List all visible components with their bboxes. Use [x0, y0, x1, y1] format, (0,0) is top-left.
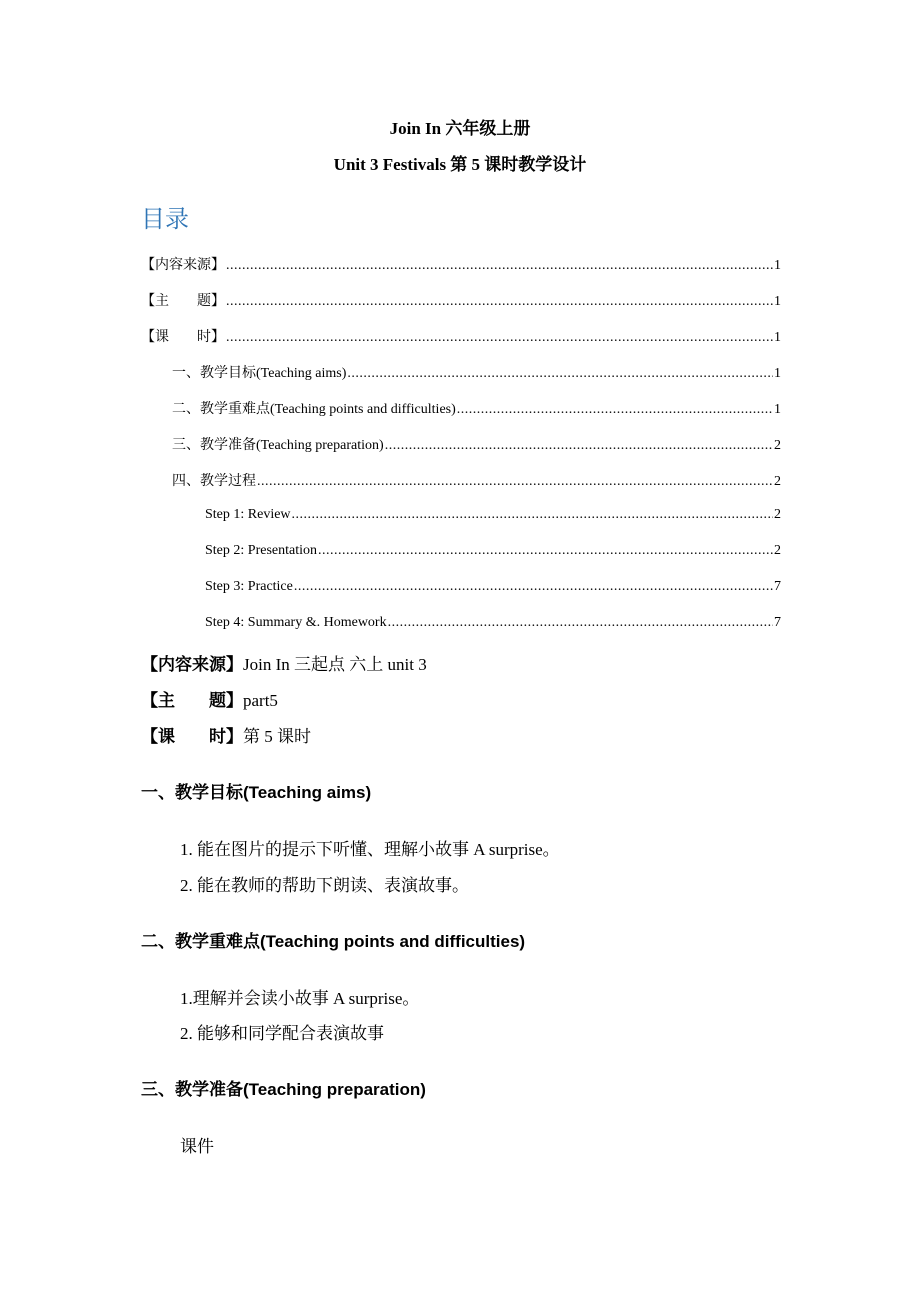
meta-period	[141, 722, 311, 747]
toc-entry-label: 【主 题】	[141, 294, 225, 309]
toc-entry-page: 2	[774, 543, 781, 558]
meta-topic-value: part5	[243, 691, 278, 710]
meta-topic-label: 【主 题】	[141, 691, 243, 710]
toc-entry-page: 2	[774, 474, 781, 489]
section-number: 二、	[141, 932, 175, 952]
toc-entry-aims[interactable]	[172, 362, 781, 382]
section-number: 一、	[141, 783, 175, 803]
meta-period-label: 【课 时】	[141, 727, 243, 746]
aims-item: 1. 能在图片的提示下听懂、理解小故事 A surprise。	[180, 840, 560, 859]
toc-entry-step1[interactable]	[205, 507, 781, 527]
toc-entry-source[interactable]	[141, 254, 781, 274]
toc-entry-label: 三、教学准备(Teaching preparation)	[172, 438, 384, 453]
toc-entry-label: 四、教学过程	[172, 474, 256, 489]
toc-entry-label: Step 3: Practice	[205, 579, 293, 594]
toc-heading: 目录	[141, 205, 189, 233]
toc-entry-label: 【内容来源】	[141, 258, 225, 273]
points-item: 2. 能够和同学配合表演故事	[180, 1024, 384, 1043]
toc-entry-step4[interactable]	[205, 615, 781, 635]
points-item: 1.理解并会读小故事 A surprise。	[180, 989, 420, 1008]
document-title: Join In 六年级上册	[389, 119, 531, 138]
toc-entry-preparation[interactable]	[172, 434, 781, 454]
toc-entry-label: Step 2: Presentation	[205, 543, 317, 558]
toc-entry-page: 2	[774, 507, 781, 522]
toc-entry-page: 1	[774, 402, 781, 417]
toc-entry-step3[interactable]	[205, 579, 781, 599]
aims-item: 2. 能在教师的帮助下朗读、表演故事。	[180, 876, 469, 895]
toc-entry-page: 2	[774, 438, 781, 453]
toc-entry-page: 7	[774, 579, 781, 594]
toc-entry-page: 1	[774, 366, 781, 381]
section-title: 教学准备(Teaching preparation)	[175, 1080, 426, 1099]
section-title: 教学目标(Teaching aims)	[175, 783, 372, 802]
toc-entry-points[interactable]	[172, 398, 781, 418]
preparation-item: 课件	[180, 1137, 214, 1156]
section-heading-aims	[141, 778, 371, 803]
toc-entry-topic[interactable]	[141, 290, 781, 310]
meta-topic	[141, 686, 278, 711]
toc-entry-label: 【课 时】	[141, 330, 225, 345]
section-heading-points	[141, 927, 525, 952]
section-number: 三、	[141, 1080, 175, 1100]
section-title: 教学重难点(Teaching points and difficulties)	[175, 932, 526, 951]
toc-entry-label: 二、教学重难点(Teaching points and difficulties)	[172, 402, 456, 417]
toc-entry-page: 1	[774, 294, 781, 309]
meta-source-value: Join In 三起点 六上 unit 3	[243, 655, 427, 674]
meta-source-label: 【内容来源】	[141, 655, 243, 674]
toc-entry-step2[interactable]	[205, 543, 781, 563]
document-subtitle: Unit 3 Festivals 第 5 课时教学设计	[333, 155, 587, 174]
toc-entry-page: 1	[774, 258, 781, 273]
toc-entry-page: 7	[774, 615, 781, 630]
toc-entry-page: 1	[774, 330, 781, 345]
section-heading-preparation	[141, 1075, 426, 1100]
meta-period-value: 第 5 课时	[243, 727, 311, 746]
toc-entry-process[interactable]	[172, 470, 781, 490]
toc-entry-label: 一、教学目标(Teaching aims)	[172, 366, 347, 381]
toc-entry-label: Step 1: Review	[205, 507, 291, 522]
meta-source	[141, 650, 427, 675]
toc-entry-period[interactable]	[141, 326, 781, 346]
toc-entry-label: Step 4: Summary &. Homework	[205, 615, 387, 630]
